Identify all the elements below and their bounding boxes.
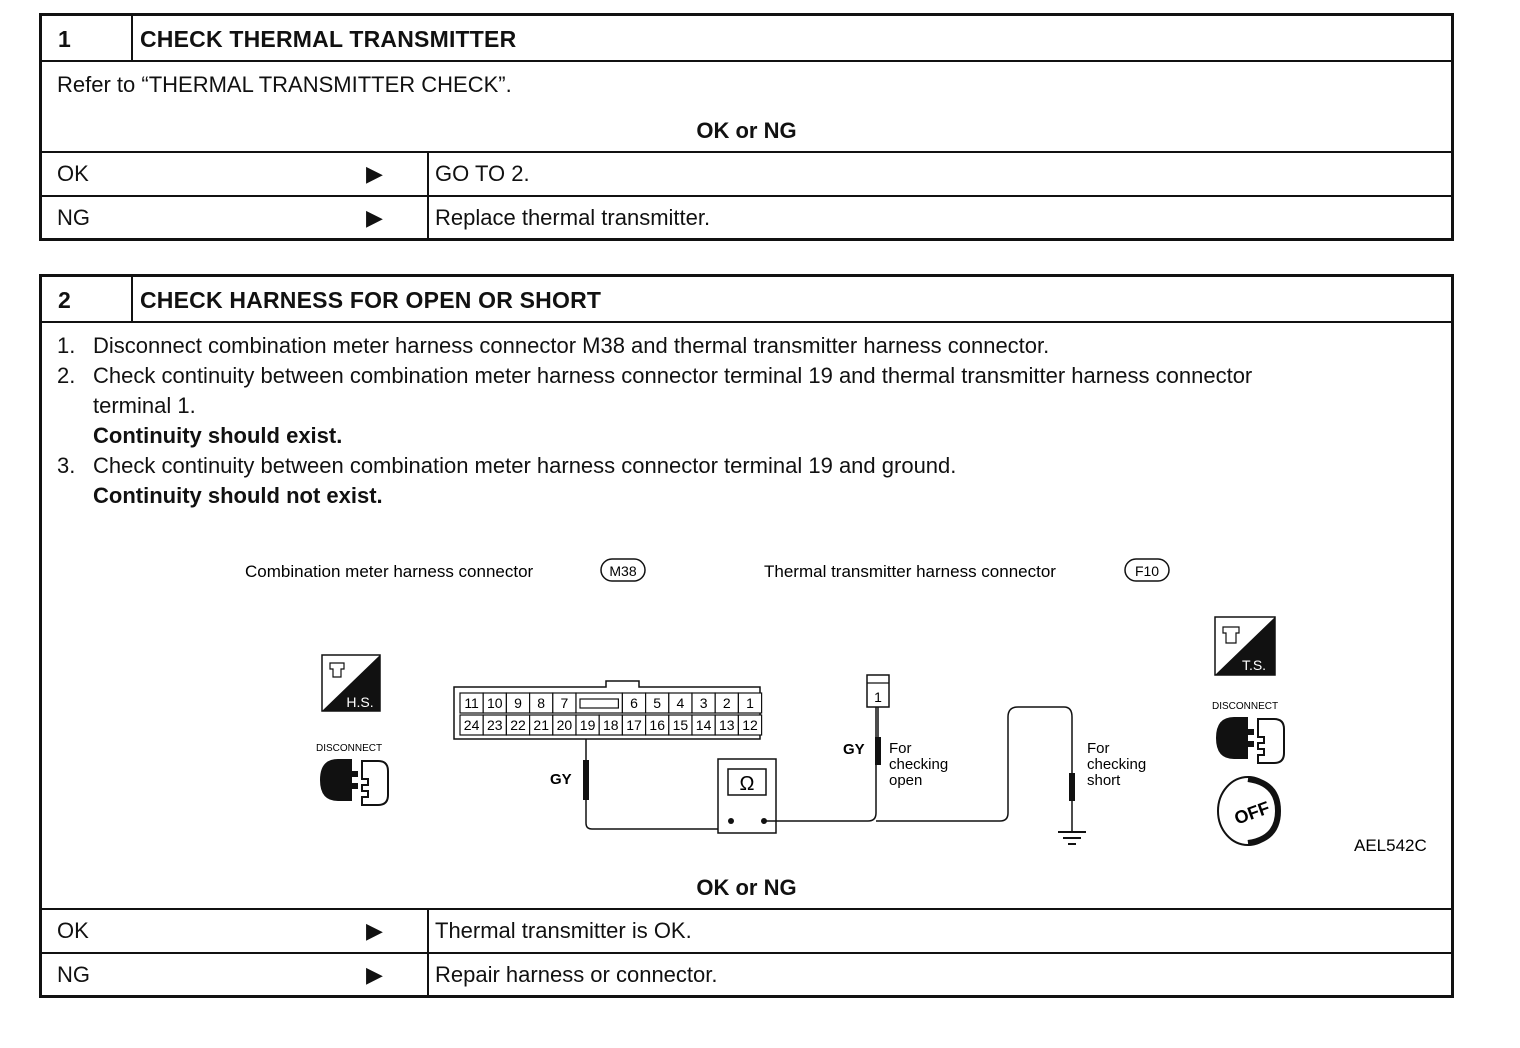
wire-color-label: GY xyxy=(550,771,572,788)
connector-pin-label: 5 xyxy=(653,695,662,711)
connector-pin-label: 16 xyxy=(649,717,665,733)
result-row-ok xyxy=(42,908,1451,952)
connector-pin-label: 9 xyxy=(514,695,522,711)
divider xyxy=(427,954,429,996)
result-action: Thermal transmitter is OK. xyxy=(435,918,692,943)
step-title: CHECK THERMAL TRANSMITTER xyxy=(140,26,517,52)
harness-side-icon xyxy=(322,655,380,711)
list-item: terminal 1. xyxy=(93,393,196,418)
connector-pin-label: 1 xyxy=(746,695,754,711)
meter-connector xyxy=(454,681,762,739)
connector-pin-label: 13 xyxy=(719,717,735,733)
step-1-panel xyxy=(39,13,1454,241)
step-2-header xyxy=(42,277,1451,323)
connector-pin-label: 20 xyxy=(556,717,573,733)
arrow-right-icon: ▶ xyxy=(366,962,383,987)
thermal-connector-id: F10 xyxy=(1134,563,1160,579)
result-row-ng xyxy=(42,952,1451,996)
connector-pin-label: 19 xyxy=(579,717,596,733)
connector-pin-label: 23 xyxy=(487,717,503,733)
connector-pin-label: 2 xyxy=(722,695,731,711)
ignition-off-icon xyxy=(1218,777,1278,845)
divider xyxy=(427,197,429,239)
connector-pin-label: 10 xyxy=(487,695,503,711)
connector-pin-label: 7 xyxy=(560,695,569,711)
meter-connector-id: M38 xyxy=(609,563,637,579)
step-2-panel xyxy=(39,274,1454,998)
divider xyxy=(131,16,133,60)
meter-connector-label: Combination meter harness connector xyxy=(245,562,534,581)
divider xyxy=(131,277,133,321)
result-label: NG xyxy=(57,205,90,230)
result-label: OK xyxy=(57,161,89,186)
step-instruction: Refer to “THERMAL TRANSMITTER CHECK”. xyxy=(57,72,512,97)
disconnect-label: DISCONNECT xyxy=(316,743,383,754)
step-number: 1 xyxy=(58,26,71,52)
ground-icon xyxy=(1058,832,1086,844)
step-1-header xyxy=(42,16,1451,62)
connector-pin-label: 4 xyxy=(676,695,685,711)
instruction-list xyxy=(57,331,1252,511)
wiring-diagram xyxy=(42,547,1451,857)
connector-pin-label: 3 xyxy=(699,695,708,711)
probe-open-label: For checking open xyxy=(889,740,949,789)
thermal-connector-label: Thermal transmitter harness connector xyxy=(764,562,1056,581)
result-label: NG xyxy=(57,962,90,987)
result-row-ok xyxy=(42,151,1451,195)
wire-color-label: GY xyxy=(843,741,865,758)
list-item: 2. Check continuity between combination meter harness connector terminal 19 and thermal transmitter harness connector xyxy=(57,363,1253,388)
arrow-right-icon: ▶ xyxy=(366,205,383,230)
result-action: GO TO 2. xyxy=(435,161,530,186)
result-action: Replace thermal transmitter. xyxy=(435,205,711,230)
divider xyxy=(427,153,429,195)
connector-pin-label: 17 xyxy=(626,717,642,733)
ok-or-ng-label: OK or NG xyxy=(696,875,797,900)
probe-short xyxy=(1069,773,1075,801)
connector-pin-label: 12 xyxy=(742,717,758,733)
thermal-terminal-number: 1 xyxy=(874,689,882,705)
probe-short-label: For checking short xyxy=(1087,740,1147,789)
connector-pins-top xyxy=(460,693,762,713)
connector-pin-label: 11 xyxy=(464,695,479,711)
result-label: OK xyxy=(57,918,89,943)
terminal-side-icon xyxy=(1215,617,1275,675)
connector-pin-label: 14 xyxy=(695,717,712,733)
disconnect-icon xyxy=(1216,717,1284,763)
disconnect-label: DISCONNECT xyxy=(1212,701,1279,712)
connector-pin-label: 18 xyxy=(603,717,619,733)
probe-open xyxy=(875,737,881,765)
list-item-emphasis: Continuity should exist. xyxy=(93,423,343,448)
off-label: OFF xyxy=(1231,797,1273,829)
connector-pin-label: 15 xyxy=(672,717,689,733)
ts-label: T.S. xyxy=(1241,657,1267,673)
connector-pins-bottom xyxy=(460,715,762,735)
connector-pin-label: 6 xyxy=(630,695,638,711)
result-row-ng xyxy=(42,195,1451,239)
connector-pin-label: 21 xyxy=(533,717,549,733)
list-item: 1. Disconnect combination meter harness connector M38 and thermal transmitter harness connector. xyxy=(57,333,1050,358)
divider xyxy=(427,910,429,952)
disconnect-icon xyxy=(320,759,388,805)
result-action: Repair harness or connector. xyxy=(435,962,718,987)
list-item-emphasis: Continuity should not exist. xyxy=(93,483,383,508)
connector-pin-label: 22 xyxy=(510,717,526,733)
ok-or-ng-label: OK or NG xyxy=(696,118,797,143)
connector-pin-label: 8 xyxy=(537,695,546,711)
ohm-symbol: Ω xyxy=(739,773,755,795)
step-number: 2 xyxy=(58,287,71,313)
step-title: CHECK HARNESS FOR OPEN OR SHORT xyxy=(140,287,602,313)
figure-id: AEL542C xyxy=(1354,836,1427,855)
connector-pin xyxy=(576,693,622,713)
hs-label: H.S. xyxy=(346,694,374,710)
arrow-right-icon: ▶ xyxy=(366,918,383,943)
arrow-right-icon: ▶ xyxy=(366,161,383,186)
list-item: 3. Check continuity between combination meter harness connector terminal 19 and ground. xyxy=(57,453,957,478)
ohmmeter-icon xyxy=(718,759,776,833)
connector-pin-label: 24 xyxy=(463,717,480,733)
probe-meter xyxy=(583,760,589,800)
